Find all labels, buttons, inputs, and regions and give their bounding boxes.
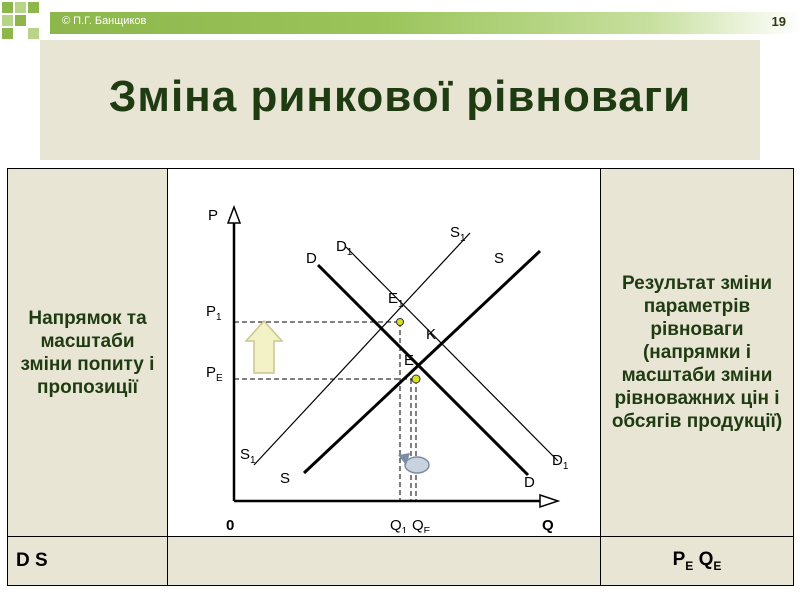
p1-label: $P_1$ [206,302,222,323]
q-axis-arrow [540,495,558,507]
decor-square [15,15,26,26]
direction-symbols: D S [16,550,48,571]
copyright-text: © П.Г. Банщиков [62,15,147,27]
up-arrow-icon [246,321,282,373]
decor-square [2,28,13,39]
s-top-label: S [494,249,505,267]
decor-square [2,2,13,13]
page-number: 19 [771,14,786,29]
s1-top-label: $S_1$ [450,223,466,244]
axis-p-label: P [208,206,219,224]
decor-square [15,2,26,13]
decor-square [2,15,13,26]
pe-label: $P_E$ [206,363,223,384]
bottom-right-cell [601,537,794,586]
axis-q-label: Q [542,516,554,533]
d-bottom-label: D [524,473,535,491]
content-table [7,168,794,586]
slide-title: Зміна ринкової рівноваги [108,72,692,121]
k-label: K [426,325,437,343]
d1-top-label: $D_1$ [336,237,353,258]
decor-square [28,28,39,39]
left-description-text: Напрямок та масштаби зміни попиту і пропозиції [20,307,155,398]
q1-label: $Q_1$ [390,516,408,533]
s1-bottom-label: $S_1$ [240,445,256,466]
right-description-text: Результат зміни параметрів рівноваги (напрямки і масштаби зміни рівноважних цін і обсягів продукції) [611,273,783,432]
bottom-left-cell [8,537,168,586]
decor-square [28,2,39,13]
left-description-cell [8,169,168,537]
demand-curve-d [318,265,528,475]
graph-cell [168,169,601,537]
e-label: E [404,351,415,369]
p-axis-arrow [228,207,240,223]
equilibrium-point-e1 [397,318,404,325]
origin-label: 0 [226,516,235,533]
header-bar [50,12,800,34]
qe-label: $Q_E$ [412,516,431,533]
e1-label: $E_1$ [388,289,404,310]
d1-bottom-label: $D_1$ [552,451,569,472]
curved-arrow-icon [398,453,429,473]
equilibrium-point-e [412,375,420,383]
bottom-middle-cell [168,537,601,586]
right-description-cell [601,169,794,537]
supply-demand-graph [168,173,601,533]
demand-curve-d1 [346,247,558,461]
result-symbols: $P_E$ $Q_E$ [672,549,722,573]
s-bottom-label: S [280,469,291,487]
d-top-label: D [306,249,317,267]
